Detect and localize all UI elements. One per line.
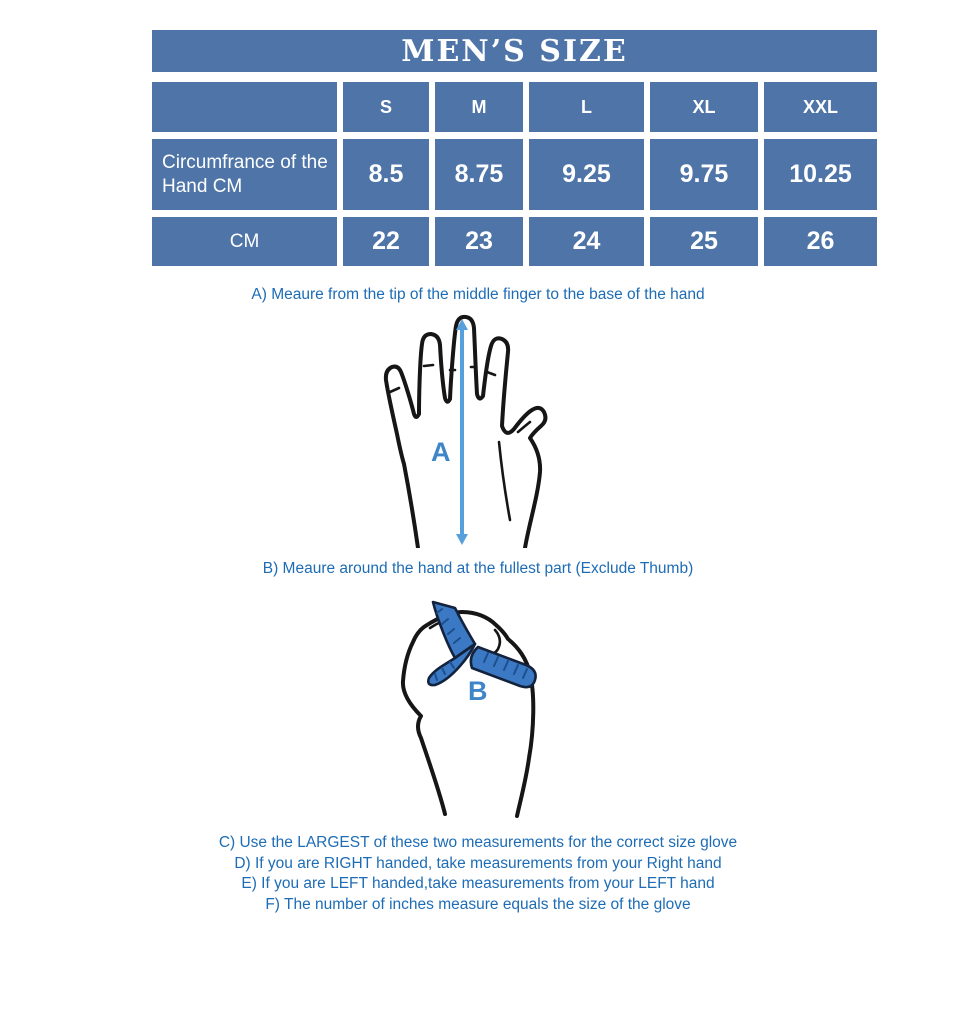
table-cell: 25 xyxy=(650,217,758,266)
table-title: MEN’S SIZE xyxy=(152,30,877,72)
instruction-c: C) Use the LARGEST of these two measurements for the correct size glove xyxy=(218,834,738,851)
instruction-f: F) The number of inches measure equals the size of the glove xyxy=(265,895,691,913)
instruction-a: A) Meaure from the tip of the middle finger to the base of the hand xyxy=(251,286,705,303)
open-hand-outline xyxy=(386,317,546,548)
col-header-m: M xyxy=(435,82,523,132)
measure-a-label: A xyxy=(431,437,451,467)
corner-cell xyxy=(152,82,337,132)
table-cell: 26 xyxy=(764,217,877,266)
table-cell: 9.25 xyxy=(529,139,644,210)
row-label-cm: CM xyxy=(152,217,337,266)
open-hand-diagram xyxy=(383,314,555,548)
table-cell: 8.5 xyxy=(343,139,429,210)
table-cell: 24 xyxy=(529,217,644,266)
instruction-d: D) If you are RIGHT handed, take measurements from your Right hand xyxy=(234,854,722,872)
size-table xyxy=(152,30,877,266)
fist-diagram xyxy=(398,588,546,822)
row-label-circumference: Circumfrance of the Hand CM xyxy=(152,139,337,210)
size-table-grid xyxy=(152,82,877,266)
table-cell: 8.75 xyxy=(435,139,523,210)
col-header-xl: XL xyxy=(650,82,758,132)
col-header-l: L xyxy=(529,82,644,132)
table-cell: 22 xyxy=(343,217,429,266)
col-header-xxl: XXL xyxy=(764,82,877,132)
table-cell: 23 xyxy=(435,217,523,266)
table-cell: 10.25 xyxy=(764,139,877,210)
instructions-c-f xyxy=(0,833,956,915)
instruction-e: E) If you are LEFT handed,take measurements from your LEFT hand xyxy=(241,875,715,892)
finger-crease xyxy=(424,365,433,366)
col-header-s: S xyxy=(343,82,429,132)
measure-b-label: B xyxy=(468,676,488,706)
table-cell: 9.75 xyxy=(650,139,758,210)
instruction-b: B) Meaure around the hand at the fullest part (Exclude Thumb) xyxy=(262,560,694,577)
